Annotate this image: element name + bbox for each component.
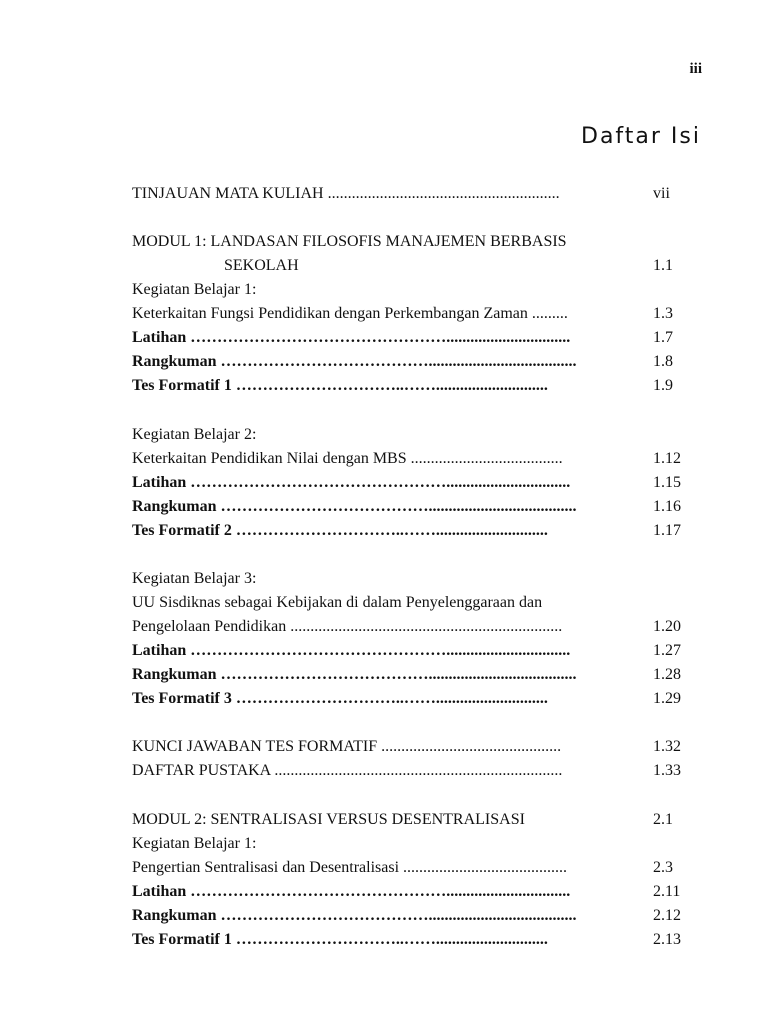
toc-entry-text: DAFTAR PUSTAKA ........................................................................ <box>132 762 563 779</box>
toc-row[interactable] <box>132 495 684 519</box>
toc-row[interactable] <box>132 182 684 206</box>
toc-row[interactable] <box>132 880 684 904</box>
toc-page-number: 1.33 <box>653 762 681 779</box>
toc-row <box>132 423 684 447</box>
toc-entry-text: Keterkaitan Fungsi Pendidikan dengan Perkembangan Zaman ......... <box>132 305 568 322</box>
toc-entry-text: Kegiatan Belajar 2: <box>132 426 257 443</box>
toc-row <box>132 230 684 254</box>
toc-row[interactable] <box>132 904 684 928</box>
toc-page-number: 2.1 <box>653 811 673 828</box>
toc-entry-text: MODUL 1: LANDASAN FILOSOFIS MANAJEMEN BERBASIS <box>132 233 567 250</box>
toc-entry-text: KUNCI JAWABAN TES FORMATIF ............................................. <box>132 738 562 755</box>
toc-page-number: vii <box>653 185 670 202</box>
toc-entry-text: Rangkuman …………………………………..................................... <box>132 907 577 924</box>
toc-page-number: 1.9 <box>653 377 673 394</box>
toc-entry-text: Kegiatan Belajar 1: <box>132 281 257 298</box>
toc-row[interactable] <box>132 687 684 711</box>
page-title: Daftar Isi <box>581 124 701 149</box>
toc-row[interactable] <box>132 254 684 278</box>
toc-page-number: 1.15 <box>653 474 681 491</box>
toc-page-number: 1.12 <box>653 450 681 467</box>
toc-page-number: 1.29 <box>653 690 681 707</box>
toc-entry-text: Tes Formatif 1 …………………………..……............................ <box>132 931 548 948</box>
toc-entry-text: Tes Formatif 3 …………………………..……............................ <box>132 690 548 707</box>
toc-row[interactable] <box>132 447 684 471</box>
toc-page-number: 1.3 <box>653 305 673 322</box>
toc-row <box>132 832 684 856</box>
toc-row <box>132 567 684 591</box>
toc-row[interactable] <box>132 615 684 639</box>
toc-entry-text: Pengertian Sentralisasi dan Desentralisasi ......................................... <box>132 859 568 876</box>
toc-page-number: 2.3 <box>653 859 673 876</box>
toc-entry-text: MODUL 2: SENTRALISASI VERSUS DESENTRALISASI <box>132 811 525 828</box>
toc-entry-text: Latihan …………………………………………............................... <box>132 883 571 900</box>
toc-page-number: 1.16 <box>653 498 681 515</box>
toc-entry-text: UU Sisdiknas sebagai Kebijakan di dalam Penyelenggaraan dan <box>132 594 543 611</box>
page-number: iii <box>689 61 702 77</box>
toc-page-number: 1.7 <box>653 329 673 346</box>
toc-row <box>132 278 684 302</box>
toc-row[interactable] <box>132 374 684 398</box>
toc-entry-text: Rangkuman …………………………………..................................... <box>132 666 577 683</box>
toc-row[interactable] <box>132 759 684 783</box>
toc-entry-text: Pengelolaan Pendidikan .................................................................... <box>132 618 563 635</box>
toc-entry-text: Tes Formatif 1 …………………………..……............................ <box>132 377 548 394</box>
toc-page-number: 1.20 <box>653 618 681 635</box>
toc-page-number: 1.28 <box>653 666 681 683</box>
toc-entry-text: Rangkuman …………………………………..................................... <box>132 353 577 370</box>
toc-entry-text: Kegiatan Belajar 3: <box>132 570 257 587</box>
toc-page-number: 1.17 <box>653 522 681 539</box>
toc-row[interactable] <box>132 663 684 687</box>
toc-entry-text: TINJAUAN MATA KULIAH .......................................................... <box>132 185 560 202</box>
toc-row[interactable] <box>132 928 684 952</box>
toc-entry-text: Tes Formatif 2 …………………………..……............................ <box>132 522 548 539</box>
toc-entry-text: Latihan …………………………………………............................... <box>132 642 571 659</box>
toc-entry-text: Latihan …………………………………………............................... <box>132 474 571 491</box>
toc-page-number: 2.13 <box>653 931 681 948</box>
toc-page-number: 2.12 <box>653 907 681 924</box>
toc-row[interactable] <box>132 326 684 350</box>
toc-row <box>132 591 684 615</box>
toc-entry-text: Latihan …………………………………………............................... <box>132 329 571 346</box>
toc-entry-text: SEKOLAH <box>224 257 299 274</box>
toc-row[interactable] <box>132 519 684 543</box>
toc-row[interactable] <box>132 808 684 832</box>
toc-row[interactable] <box>132 735 684 759</box>
toc-row[interactable] <box>132 639 684 663</box>
toc-entry-text: Rangkuman …………………………………..................................... <box>132 498 577 515</box>
toc-row[interactable] <box>132 471 684 495</box>
toc-entry-text: Keterkaitan Pendidikan Nilai dengan MBS ...................................... <box>132 450 563 467</box>
toc-page-number: 2.11 <box>653 883 681 900</box>
toc-row[interactable] <box>132 302 684 326</box>
toc-entry-text: Kegiatan Belajar 1: <box>132 835 257 852</box>
toc-page-number: 1.8 <box>653 353 673 370</box>
toc-page-number: 1.27 <box>653 642 681 659</box>
toc-row[interactable] <box>132 350 684 374</box>
toc-page-number: 1.1 <box>653 257 673 274</box>
toc-page-number: 1.32 <box>653 738 681 755</box>
toc-row[interactable] <box>132 856 684 880</box>
